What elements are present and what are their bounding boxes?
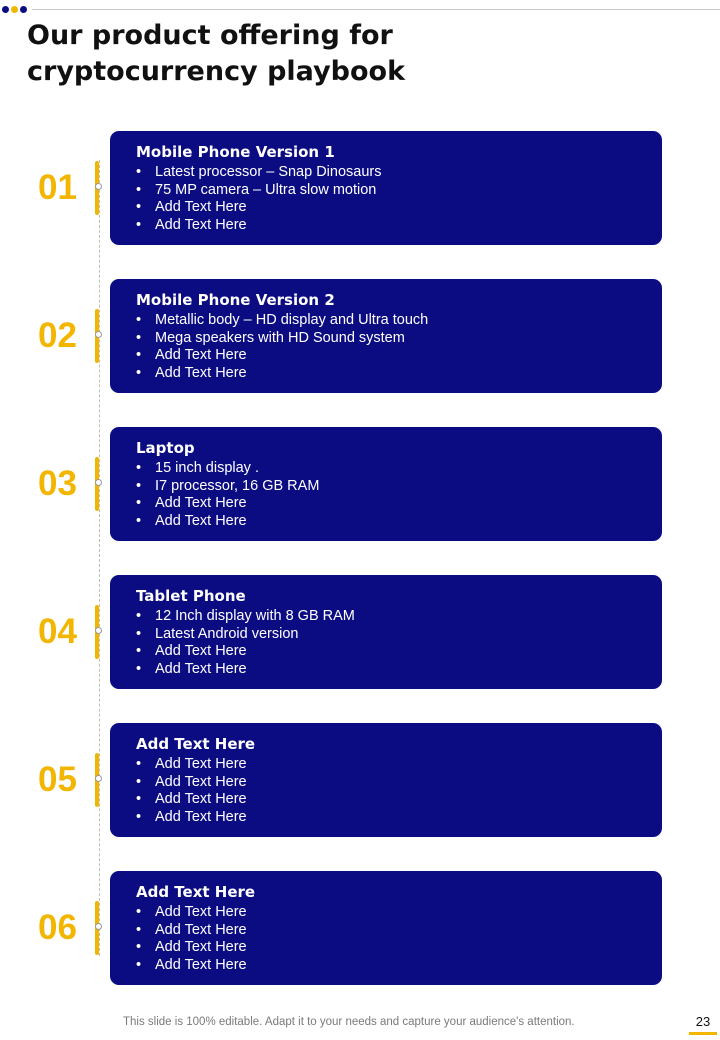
item-number: 03 (38, 464, 77, 503)
footer-note: This slide is 100% editable. Adapt it to your needs and capture your audience's attention. (123, 1016, 575, 1028)
product-item (0, 427, 720, 541)
bullet-item: • Add Text Here (136, 495, 247, 512)
product-card (110, 279, 662, 393)
timeline-node (95, 923, 102, 930)
bullet-list (136, 460, 662, 530)
bullet-item: • 12 Inch display with 8 GB RAM (136, 608, 355, 624)
bullet-list (136, 904, 662, 974)
product-item (0, 871, 720, 985)
bullet-list (136, 312, 662, 382)
product-item (0, 575, 720, 689)
card-heading: Tablet Phone (136, 587, 246, 605)
bullet-item: • Add Text Here (136, 791, 247, 808)
timeline-node (95, 627, 102, 634)
bullet-item: • Add Text Here (136, 199, 247, 216)
bullet-item: • Metallic body – HD display and Ultra touch (136, 312, 429, 328)
item-number: 02 (38, 316, 77, 355)
timeline-node (95, 479, 102, 486)
bullet-item: • Add Text Here (136, 364, 247, 381)
dot-accent (11, 6, 18, 13)
bullet-list (136, 164, 662, 234)
product-card (110, 575, 662, 689)
card-heading: Mobile Phone Version 2 (136, 291, 335, 309)
product-card (110, 723, 662, 837)
card-heading: Add Text Here (136, 735, 256, 753)
dot-navy (2, 6, 9, 13)
bullet-item: • Add Text Here (136, 956, 247, 973)
product-item (0, 723, 720, 837)
dot-navy (20, 6, 27, 13)
item-number: 04 (38, 612, 77, 651)
bullet-item: • Mega speakers with HD Sound system (136, 329, 405, 346)
bullet-item: • Add Text Here (136, 643, 247, 660)
bullet-list (136, 756, 662, 826)
item-number: 06 (38, 908, 77, 947)
decorative-dots (2, 6, 27, 13)
bullet-item: • Add Text Here (136, 939, 247, 956)
card-heading: Mobile Phone Version 1 (136, 143, 335, 161)
product-card (110, 427, 662, 541)
page-title: Our product offering for cryptocurrency playbook (27, 20, 406, 87)
bullet-item: • Add Text Here (136, 904, 247, 920)
bullet-item: • Add Text Here (136, 216, 247, 233)
bullet-item: • 75 MP camera – Ultra slow motion (136, 181, 377, 198)
bullet-item: • Add Text Here (136, 512, 247, 529)
bullet-item: • 15 inch display . (136, 460, 259, 476)
timeline-node (95, 775, 102, 782)
product-item (0, 279, 720, 393)
timeline-node (95, 331, 102, 338)
header-rule (32, 9, 720, 10)
bullet-item: • Add Text Here (136, 660, 247, 677)
item-number: 05 (38, 760, 77, 799)
bullet-item: • Add Text Here (136, 347, 247, 364)
product-card (110, 131, 662, 245)
product-card (110, 871, 662, 985)
card-heading: Laptop (136, 439, 195, 457)
card-heading: Add Text Here (136, 883, 256, 901)
product-item (0, 131, 720, 245)
bullet-item: • Add Text Here (136, 773, 247, 790)
page-number-underline (689, 1032, 717, 1035)
bullet-item: • Add Text Here (136, 808, 247, 825)
bullet-list (136, 608, 662, 678)
bullet-item: • Add Text Here (136, 756, 247, 772)
bullet-item: • Latest processor – Snap Dinosaurs (136, 164, 382, 180)
timeline-node (95, 183, 102, 190)
bullet-item: • I7 processor, 16 GB RAM (136, 477, 320, 494)
item-number: 01 (38, 168, 77, 207)
bullet-item: • Latest Android version (136, 625, 299, 642)
bullet-item: • Add Text Here (136, 921, 247, 938)
page-number: 23 (695, 1014, 711, 1029)
